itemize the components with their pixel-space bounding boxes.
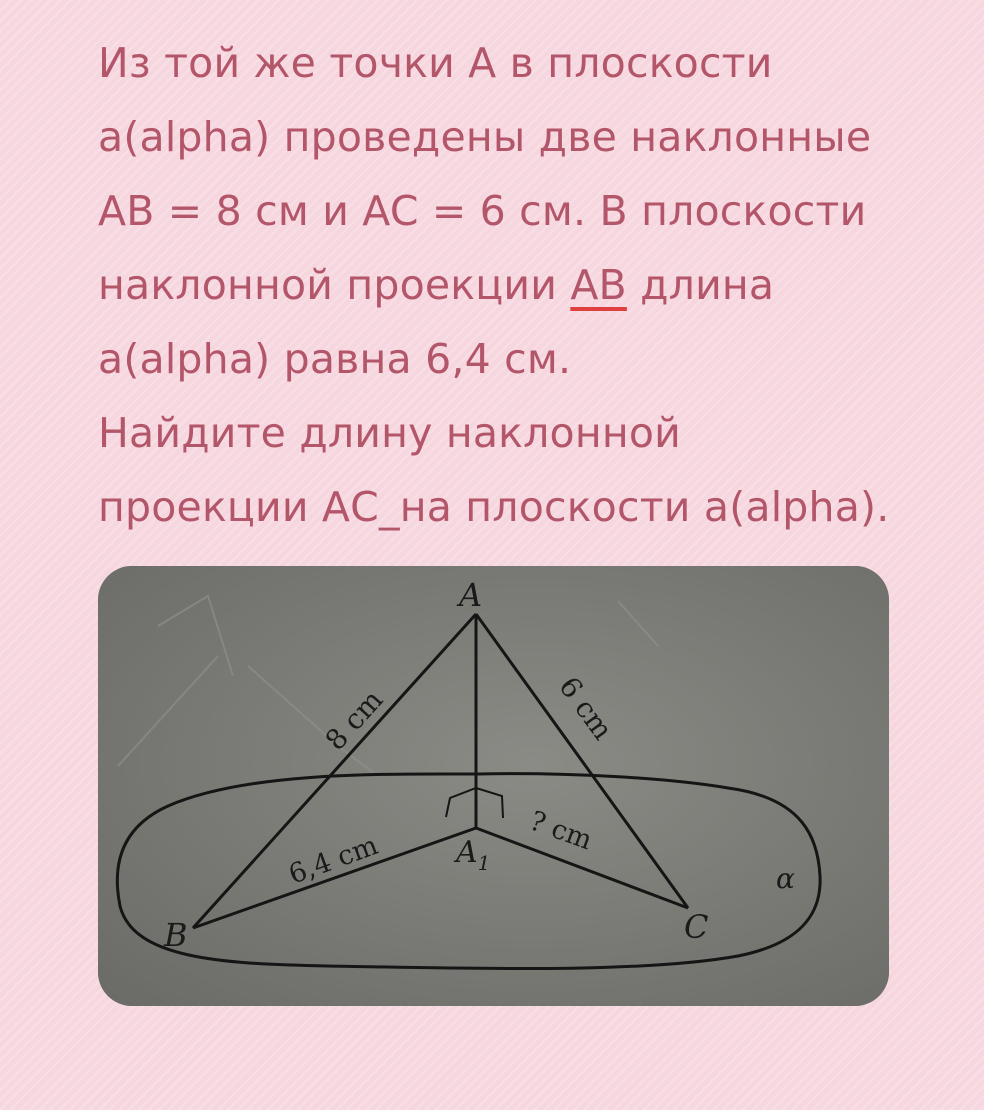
plane-alpha-label: α <box>776 862 795 895</box>
problem-line-4-start: наклонной проекции <box>98 261 571 309</box>
problem-line-7 <box>98 470 958 544</box>
geometry-diagram <box>98 566 889 1006</box>
problem-line-4-end: длина <box>626 261 775 309</box>
point-a1-letter: A <box>456 835 478 870</box>
point-b-label: B <box>164 916 188 954</box>
length-label-ab: 8 cm <box>318 683 390 757</box>
problem-line-2: a(alpha) проведены две наклонные <box>98 113 872 161</box>
length-label-a1c: ? cm <box>525 805 597 857</box>
problem-line-3: AB = 8 см и AC = 6 см. В плоскости <box>98 187 867 235</box>
length-label-a1b: 6,4 cm <box>284 829 383 891</box>
length-label-ac: 6 cm <box>552 670 620 746</box>
problem-line-1: Из той же точки А в плоскости <box>98 39 773 87</box>
point-a-label: A <box>459 576 483 614</box>
problem-line-7-start: проекции АС <box>98 483 380 531</box>
cursor-mark: _ <box>379 483 400 531</box>
point-c-label: C <box>684 908 709 946</box>
photo-background <box>98 566 889 1006</box>
problem-line-7-end: на плоскости a(alpha). <box>399 483 890 531</box>
problem-line-5: a(alpha) равна 6,4 см. <box>98 335 572 383</box>
problem-line-6: Найдите длину наклонной <box>98 409 681 457</box>
geometry-diagram-photo <box>98 566 889 1006</box>
problem-statement <box>98 26 958 544</box>
problem-line-4 <box>98 248 958 322</box>
point-a1-subscript: 1 <box>477 851 491 875</box>
spellcheck-underlined-word: АВ <box>570 261 627 309</box>
